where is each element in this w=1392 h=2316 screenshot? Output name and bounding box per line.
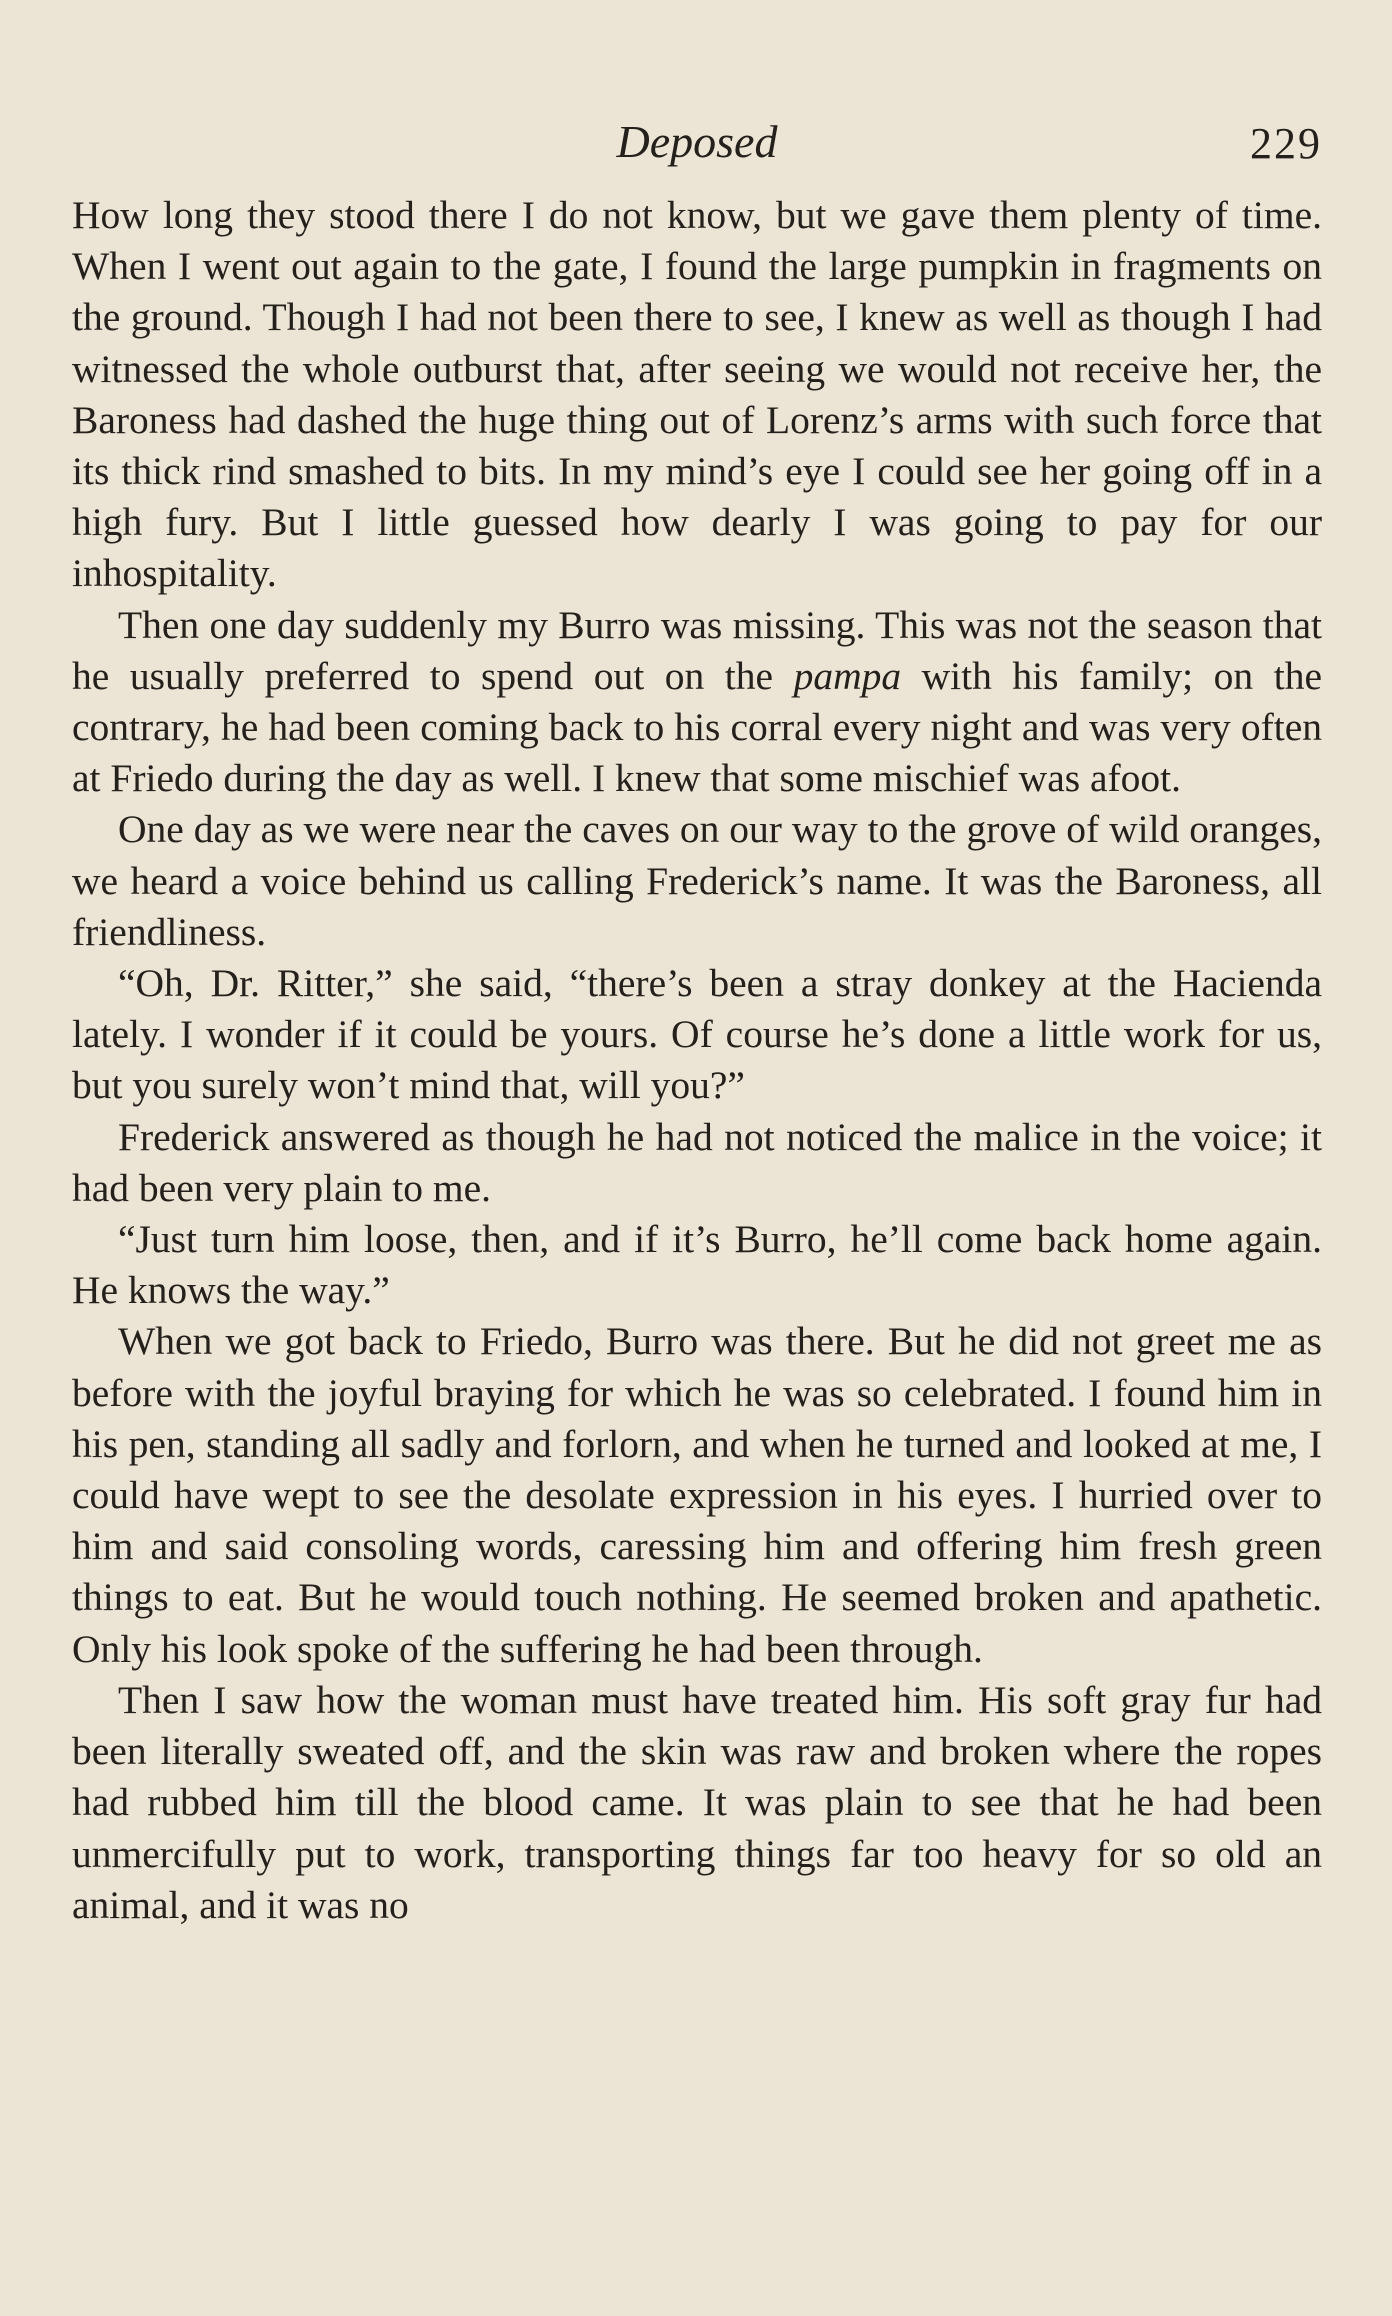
paragraph-1: How long they stood there I do not know, but we gave them plenty of time. When I went out again to the gate, I found the large pumpkin in fragments on the ground. Though I had not been there to see, I knew as well as though I had witnessed the whole outburst that, after seeing we would not receive her, the Baroness had dashed the huge thing out of Lorenz’s arms with such force that its thick rind smashed to bits. In my mind’s eye I could see her going off in a high fury. But I little guessed how dearly I was going to pay for our inhospitality.: [72, 193, 1322, 596]
paragraph-5: Frederick answered as though he had not noticed the malice in the voice; it had been very plain to me.: [72, 1114, 1322, 1210]
italic-word-pampa: pampa: [793, 653, 902, 698]
paragraph-2: [72, 600, 1322, 805]
paragraph-6: “Just turn him loose, then, and if it’s Burro, he’ll come back home again. He knows the way.”: [72, 1217, 1322, 1313]
paragraph-2-text-before: Then one day suddenly my Burro was missing. This was not the season that he usually preferred to spend out on the: [72, 602, 1322, 698]
page-number: 229: [1250, 119, 1322, 168]
running-head: [72, 112, 1322, 172]
paragraph-7: When we got back to Friedo, Burro was there. But he did not greet me as before with the joyful braying for which he was so celebrated. I found him in his pen, standing all sadly and forlorn, and when he turned and looked at me, I could have wept to see the desolate expression in his eyes. I hurried over to him and said consoling words, caressing him and offering him fresh green things to eat. But he would touch nothing. He seemed broken and apathetic. Only his look spoke of the suffering he had been through.: [72, 1319, 1322, 1671]
paragraph-3: One day as we were near the caves on our way to the grove of wild oranges, we heard a voice behind us calling Frederick’s name. It was the Baroness, all friendliness.: [72, 807, 1322, 954]
paragraph-4: “Oh, Dr. Ritter,” she said, “there’s been a stray donkey at the Hacienda lately. I wonder if it could be yours. Of course he’s done a little work for us, but you surely won’t mind that, will you?”: [72, 961, 1322, 1108]
paragraph-8: Then I saw how the woman must have treated him. His soft gray fur had been literally sweated off, and the skin was raw and broken where the ropes had rubbed him till the blood came. It was plain to see that he had been unmercifully put to work, transporting things far too heavy for so old an animal, and it was no: [72, 1677, 1322, 1927]
body-text: [72, 190, 1322, 1931]
chapter-title: Deposed: [616, 116, 778, 167]
paragraph-2-text-after: with his family; on the contrary, he had been coming back to his corral every night and was very often at Friedo during the day as well. I knew that some mischief was afoot.: [72, 653, 1322, 801]
